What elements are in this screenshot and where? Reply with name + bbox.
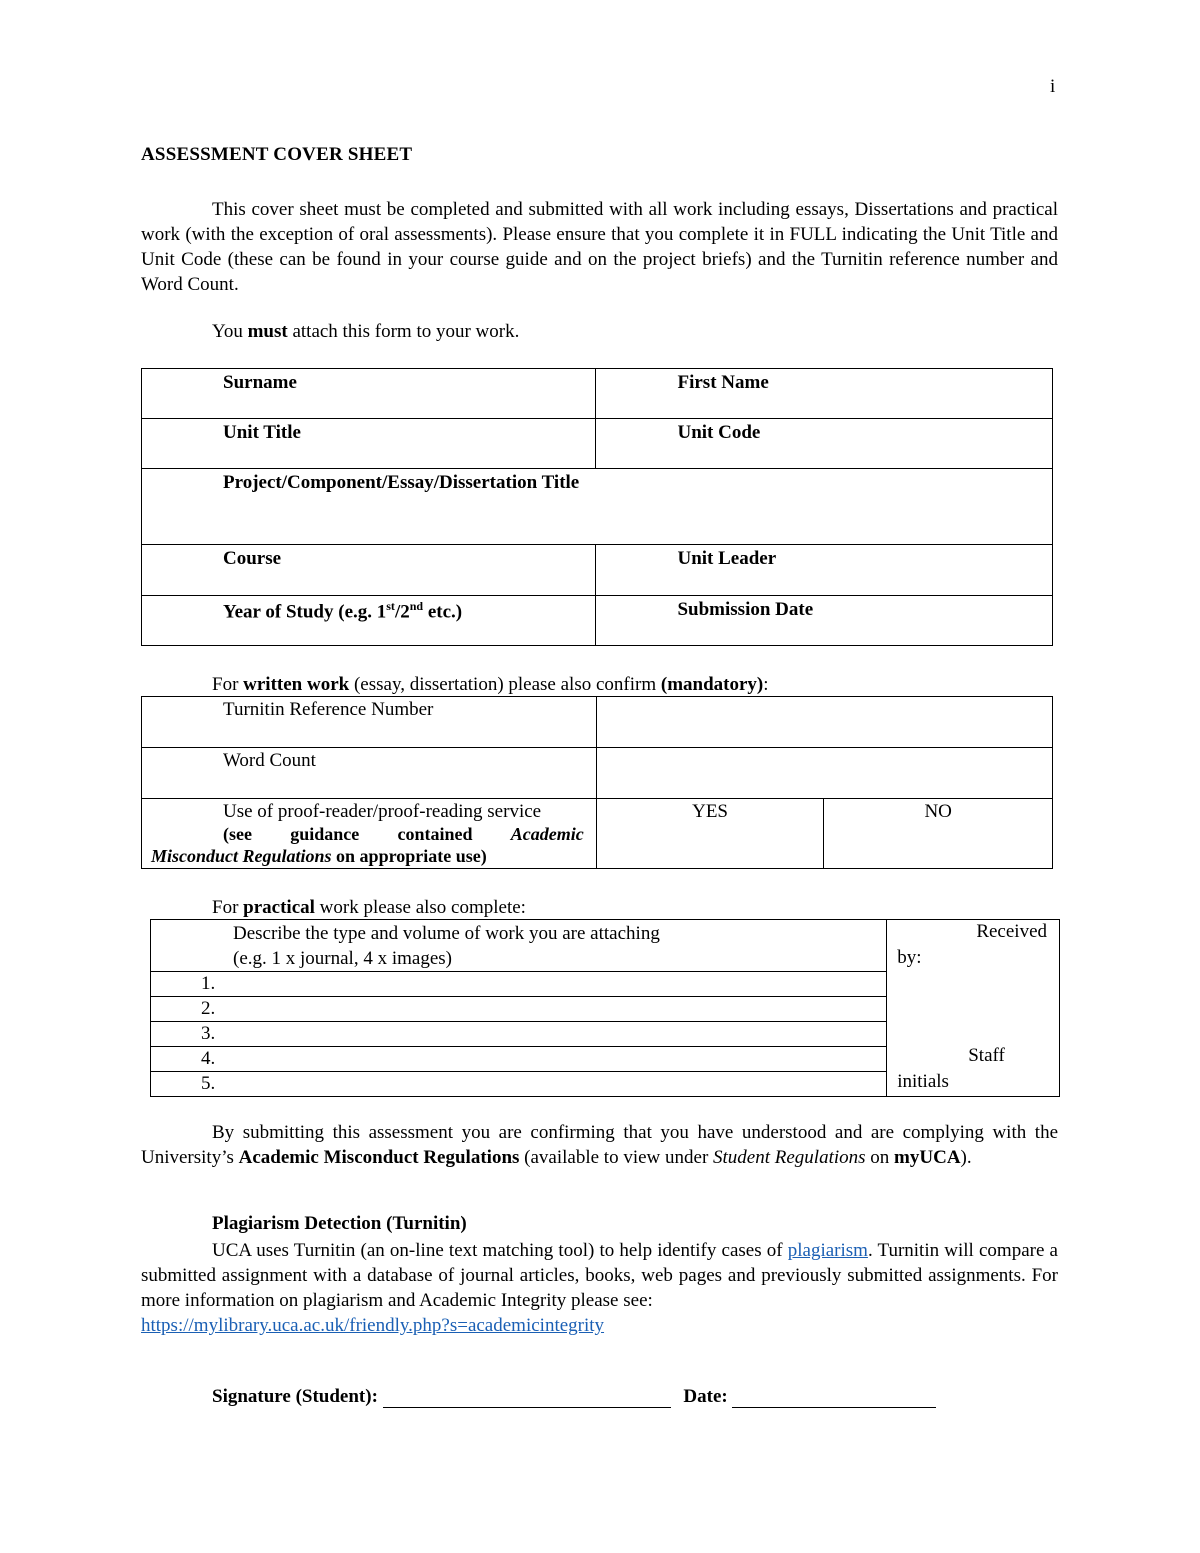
practical-work-table	[150, 919, 1060, 1097]
work-item-row[interactable]: 1.	[151, 972, 887, 997]
unit-leader-field[interactable]: Unit Leader	[596, 545, 1053, 596]
unit-title-field[interactable]: Unit Title	[142, 419, 596, 469]
date-field[interactable]	[732, 1389, 936, 1408]
confirmation-paragraph: By submitting this assessment you are confirming that you have understood and are complying with the University’s Academic Misconduct Regulations (available to view under Student Regulations on myUCA).	[141, 1122, 1058, 1168]
course-field[interactable]: Course	[142, 545, 596, 596]
received-label: Received	[976, 921, 1047, 942]
work-item-row[interactable]: 3.	[151, 1022, 887, 1047]
initials-label: initials	[897, 1071, 949, 1092]
page-number: i	[1050, 76, 1056, 97]
proofreader-yes[interactable]: YES	[596, 799, 824, 869]
proofreader-label: Use of proof-reader/proof-reading service	[223, 801, 542, 822]
unit-code-field[interactable]: Unit Code	[596, 419, 1053, 469]
academic-integrity-link[interactable]: https://mylibrary.uca.ac.uk/friendly.php?s=academicintegrity	[141, 1315, 605, 1336]
page-title: ASSESSMENT COVER SHEET	[141, 144, 413, 165]
project-title-field[interactable]: Project/Component/Essay/Dissertation Title	[142, 469, 1053, 545]
work-item-row[interactable]: 4.	[151, 1047, 887, 1072]
plagiarism-heading: Plagiarism Detection (Turnitin)	[212, 1213, 467, 1234]
work-item-row[interactable]: 2.	[151, 997, 887, 1022]
written-work-table	[141, 696, 1053, 869]
word-count-label: Word Count	[142, 748, 597, 799]
word-count-input[interactable]	[596, 748, 1052, 799]
describe-work-header	[151, 920, 887, 972]
year-of-study-field[interactable]: Year of Study (e.g. 1st/2nd etc.)	[142, 596, 596, 646]
first-name-field[interactable]: First Name	[596, 369, 1053, 419]
must-attach-note: You must attach this form to your work.	[212, 321, 520, 342]
work-item-row[interactable]: 5.	[151, 1072, 887, 1097]
proofreader-no[interactable]: NO	[824, 799, 1053, 869]
signature-label: Signature (Student):	[212, 1386, 378, 1407]
describe-work-label: Describe the type and volume of work you are attaching	[233, 923, 660, 944]
practical-work-lead: For practical work please also complete:	[212, 897, 526, 918]
describe-work-example: (e.g. 1 x journal, 4 x images)	[233, 948, 452, 969]
turnitin-ref-input[interactable]	[596, 697, 1052, 748]
turnitin-ref-label: Turnitin Reference Number	[142, 697, 597, 748]
plagiarism-paragraph: UCA uses Turnitin (an on-line text matching tool) to help identify cases of plagiarism. Turnitin will compare a submitted assignment with a database of journal articles, books, web pages and previously submitted assignments. For more information on plagiarism and Academic Integrity please see: https://mylibrary.uca.ac.uk/friendly.php?s=academicintegrity	[141, 1240, 1058, 1336]
proofreader-guidance: (see guidance contained Academic Misconduct Regulations on appropriate use)	[151, 824, 584, 866]
surname-field[interactable]: Surname	[142, 369, 596, 419]
written-work-lead: For written work (essay, dissertation) please also confirm (mandatory):	[212, 674, 769, 695]
signature-row	[212, 1386, 936, 1408]
by-label: by:	[897, 947, 922, 968]
received-by-cell[interactable]	[887, 920, 1060, 1097]
submission-date-field[interactable]: Submission Date	[596, 596, 1053, 646]
signature-field[interactable]	[383, 1389, 671, 1408]
student-details-table	[141, 368, 1053, 646]
plagiarism-link[interactable]: plagiarism	[787, 1240, 868, 1261]
staff-label: Staff	[968, 1045, 1005, 1066]
proofreader-cell	[142, 799, 597, 869]
date-label: Date:	[683, 1386, 728, 1407]
intro-paragraph: This cover sheet must be completed and submitted with all work including essays, Dissertations and practical work (with the exception of oral assessments). Please ensure that you complete it in FULL indicating the Unit Title and Unit Code (these can be found in your course guide and on the project briefs) and the Turnitin reference number and Word Count.	[141, 199, 1058, 295]
